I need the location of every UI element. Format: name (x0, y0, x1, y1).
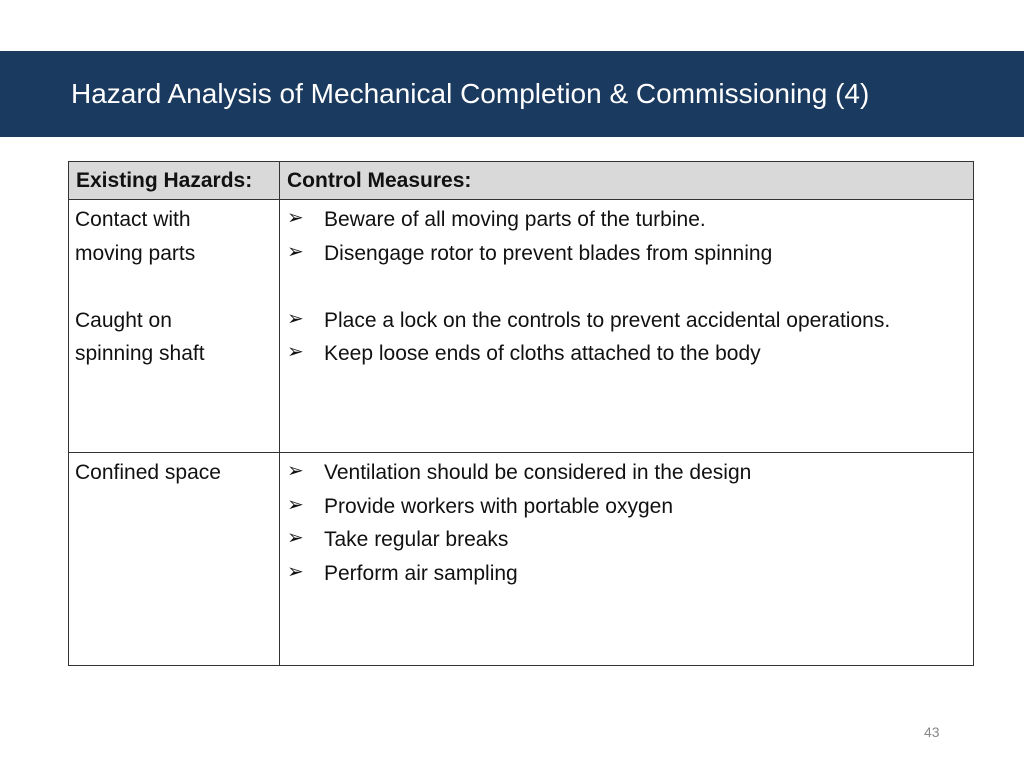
arrow-bullet-icon: ➢ (287, 560, 304, 583)
table-header-row (69, 162, 974, 200)
arrow-bullet-icon: ➢ (287, 240, 304, 263)
hazard-text: Contact with (75, 208, 191, 231)
list-item (287, 523, 973, 557)
hazard-text: spinning shaft (75, 342, 205, 365)
hazard-text: Confined space (75, 461, 221, 484)
header-control-measures (280, 162, 974, 200)
hazard-text (75, 270, 273, 304)
header-existing-hazards (69, 162, 280, 200)
arrow-bullet-icon: ➢ (287, 493, 304, 516)
list-item (287, 203, 973, 237)
list-item (287, 456, 973, 490)
list-spacer (287, 270, 973, 304)
table-row (69, 200, 974, 453)
list-item (287, 237, 973, 271)
title-bar (0, 51, 1024, 137)
control-text: Provide workers with portable oxygen (324, 494, 674, 518)
hazard-text: Caught on (75, 308, 172, 332)
hazard-text: moving parts (75, 241, 196, 265)
page-number: 43 (924, 724, 940, 740)
list-item (287, 490, 973, 524)
control-text: Place a lock on the controls to prevent accidental operations. (324, 308, 891, 332)
header-controls-label: Control Measures: (287, 168, 472, 192)
control-text: Disengage rotor to prevent blades from spinning (324, 241, 773, 265)
hazard-cell (69, 453, 280, 666)
arrow-bullet-icon: ➢ (287, 307, 304, 330)
list-item (287, 557, 973, 591)
control-cell (280, 453, 974, 666)
table-row (69, 453, 974, 666)
arrow-bullet-icon: ➢ (287, 341, 304, 363)
control-cell (280, 200, 974, 453)
list-item (287, 304, 973, 338)
hazard-table (68, 161, 974, 666)
control-text: Ventilation should be considered in the design (324, 461, 752, 484)
control-text: Keep loose ends of cloths attached to the body (324, 342, 761, 365)
control-text: Take regular breaks (324, 528, 509, 551)
control-text: Perform air sampling (324, 561, 518, 585)
arrow-bullet-icon: ➢ (287, 207, 304, 229)
arrow-bullet-icon: ➢ (287, 527, 304, 549)
list-item (287, 337, 973, 371)
header-hazards-label: Existing Hazards: (76, 168, 253, 192)
arrow-bullet-icon: ➢ (287, 460, 304, 482)
hazard-cell (69, 200, 280, 453)
control-text: Beware of all moving parts of the turbine. (324, 208, 706, 231)
slide-title: Hazard Analysis of Mechanical Completion & Commissioning (4) (71, 78, 870, 109)
